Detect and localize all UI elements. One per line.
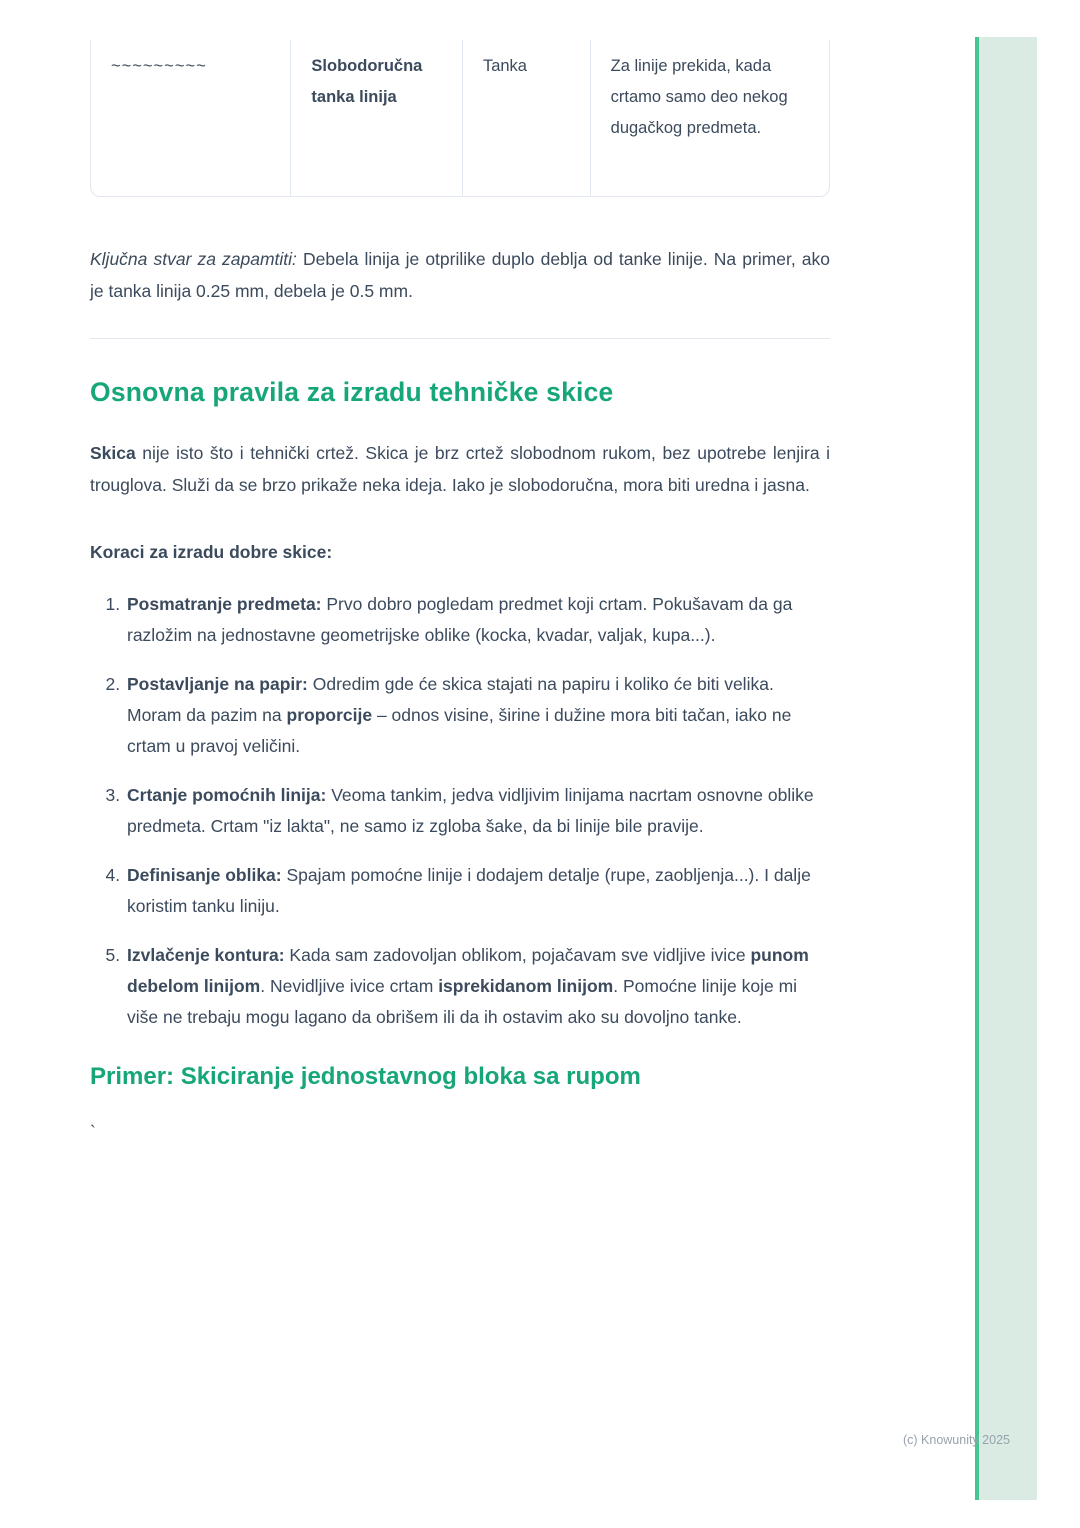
step-item-2: 2. Postavljanje na papir: Odredim gde će skica stajati na papiru i koliko će biti velika. Moram da pazim na proporcije – odnos visine, širine i dužine mora biti tačan, iako ne crtam u pravoj veličini. bbox=[125, 669, 830, 762]
step-item-3: 3. Crtanje pomoćnih linija: Veoma tankim, jedva vidljivim linijama nacrtam osnovne oblike predmeta. Crtam "iz lakta", ne samo iz zgloba šake, da bi linije bile pravije. bbox=[125, 780, 830, 842]
table-cell-line-name: Slobodoručna tanka linija bbox=[290, 40, 462, 196]
document-page bbox=[90, 0, 830, 1148]
side-accent-strip bbox=[975, 37, 1037, 1500]
table-cell-line-symbol: ~~~~~~~~~ bbox=[111, 57, 207, 75]
section-divider bbox=[90, 338, 830, 339]
section-title: Osnovna pravila za izradu tehničke skice bbox=[90, 377, 614, 407]
steps-list bbox=[90, 589, 830, 1033]
copyright-text: (c) Knowunity 2025 bbox=[902, 1433, 1010, 1447]
key-note-paragraph: Ključna stvar za zapamtiti: Debela linija je otprilike duplo deblja od tanke linije. Na primer, ako je tanka linija 0.25 mm, debela je 0.5 mm. bbox=[90, 249, 830, 301]
step-item-1: 1. Posmatranje predmeta: Prvo dobro pogledam predmet koji crtam. Pokušavam da ga razložim na jednostavne geometrijske oblike (kocka, kvadar, valjak, kupa...). bbox=[125, 589, 830, 651]
table-cell-line-purpose: Za linije prekida, kada crtamo samo deo nekog dugačkog predmeta. bbox=[590, 40, 829, 196]
step-item-5: 5. Izvlačenje kontura: Kada sam zadovoljan oblikom, pojačavam sve vidljive ivice punom debelom linijom. Nevidljive ivice crtam isprekidanom linijom. Pomoćne linije koje mi više ne trebaju mogu lagano da obrišem ili da ih ostavim ako su dovoljno tanke. bbox=[125, 940, 830, 1033]
stray-backtick: ` bbox=[90, 1122, 96, 1142]
table-cell-line-thickness: Tanka bbox=[462, 40, 590, 196]
example-title: Primer: Skiciranje jednostavnog bloka sa rupom bbox=[90, 1063, 641, 1090]
steps-heading: Koraci za izradu dobre skice: bbox=[90, 542, 333, 562]
step-item-4: 4. Definisanje oblika: Spajam pomoćne linije i dodajem detalje (rupe, zaobljenja...). I dalje koristim tanku liniju. bbox=[125, 860, 830, 922]
section-intro-paragraph: Skica nije isto što i tehnički crtež. Skica je brz crtež slobodnom rukom, bez upotrebe lenjira i trouglova. Služi da se brzo prikaže neka ideja. Iako je slobodoručna, mora biti uredna i jasna. bbox=[90, 443, 830, 495]
line-types-table bbox=[90, 40, 830, 197]
